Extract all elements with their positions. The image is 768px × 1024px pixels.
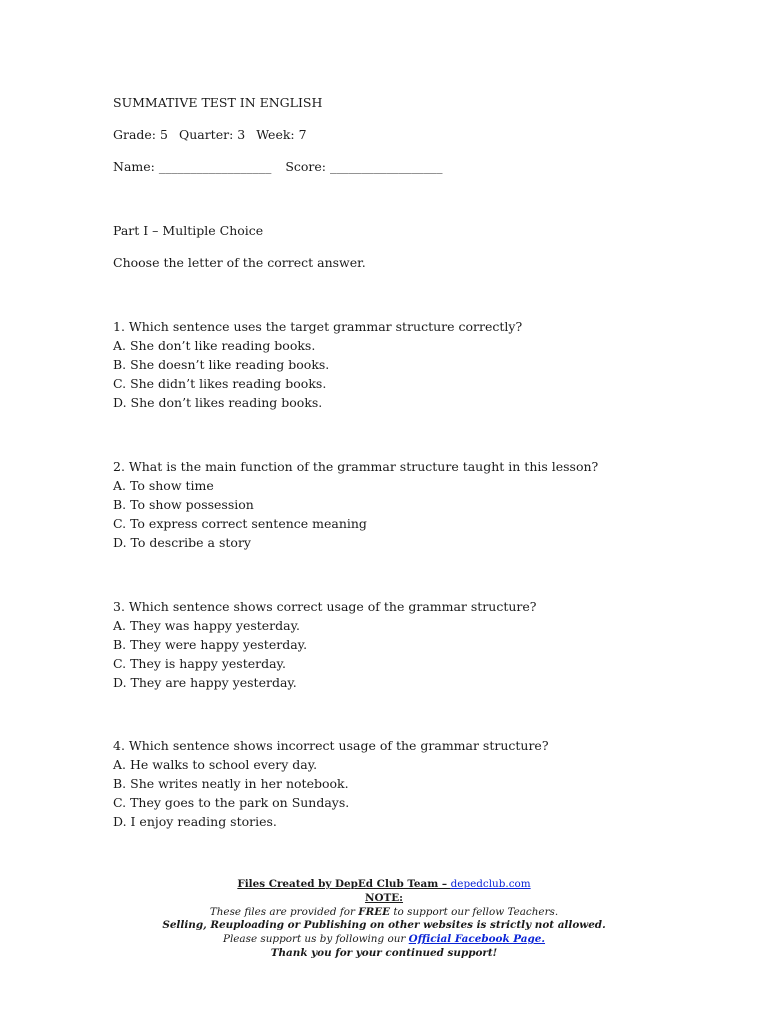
part-title: Part I – Multiple Choice [113, 223, 264, 238]
credit-text: Files Created by DepEd Club Team – [237, 878, 451, 890]
support-line [0, 933, 768, 947]
free-notice-pre: These files are provided for [209, 905, 359, 918]
facebook-page-link[interactable]: Official Facebook Page. [408, 933, 546, 946]
name-field: Name: __________________ [113, 159, 272, 174]
choice-a: A. They was happy yesterday. [113, 618, 300, 633]
question-text: 2. What is the main function of the grammar structure taught in this lesson? [113, 459, 599, 474]
name-score-row [113, 157, 673, 176]
thank-you-line: Thank you for your continued support! [270, 946, 498, 959]
choice-b: B. To show possession [113, 497, 254, 512]
choice-c: C. To express correct sentence meaning [113, 516, 367, 531]
choice-b: B. They were happy yesterday. [113, 637, 308, 652]
footer-notice [0, 878, 768, 961]
choice-d: D. She don’t likes reading books. [113, 395, 323, 410]
question-4 [113, 736, 673, 831]
choice-b: B. She doesn’t like reading books. [113, 357, 330, 372]
choice-c: C. They is happy yesterday. [113, 656, 286, 671]
question-3 [113, 597, 673, 692]
grade-label: Grade: 5 [113, 127, 168, 142]
note-label: NOTE: [364, 891, 404, 904]
quarter-label: Quarter: 3 [178, 127, 246, 142]
question-text: 4. Which sentence shows incorrect usage of the grammar structure? [113, 738, 549, 753]
choice-d: D. To describe a story [113, 535, 251, 550]
choice-a: A. He walks to school every day. [113, 757, 318, 772]
choice-c: C. They goes to the park on Sundays. [113, 795, 350, 810]
choice-a: A. She don’t like reading books. [113, 338, 316, 353]
free-word: FREE [358, 905, 391, 918]
choice-b: B. She writes neatly in her notebook. [113, 776, 349, 791]
instructions: Choose the letter of the correct answer. [113, 255, 366, 270]
depedclub-link[interactable]: depedclub.com [450, 878, 531, 890]
grade-quarter-week [113, 125, 673, 144]
choice-a: A. To show time [113, 478, 214, 493]
question-2 [113, 457, 673, 552]
support-text: Please support us by following our [222, 933, 409, 946]
test-sheet [113, 93, 673, 831]
question-text: 3. Which sentence shows correct usage of the grammar structure? [113, 599, 537, 614]
credit-line [0, 878, 768, 892]
free-notice [0, 906, 768, 920]
choice-d: D. I enjoy reading stories. [113, 814, 277, 829]
score-field: Score: __________________ [285, 159, 443, 174]
choice-d: D. They are happy yesterday. [113, 675, 297, 690]
test-title: SUMMATIVE TEST IN ENGLISH [113, 95, 323, 110]
free-notice-post: to support our fellow Teachers. [390, 905, 559, 918]
selling-warning: Selling, Reuploading or Publishing on other websites is strictly not allowed. [162, 919, 606, 932]
question-text: 1. Which sentence uses the target grammar structure correctly? [113, 319, 523, 334]
week-label: Week: 7 [256, 127, 307, 142]
choice-c: C. She didn’t likes reading books. [113, 376, 327, 391]
question-1 [113, 317, 673, 412]
